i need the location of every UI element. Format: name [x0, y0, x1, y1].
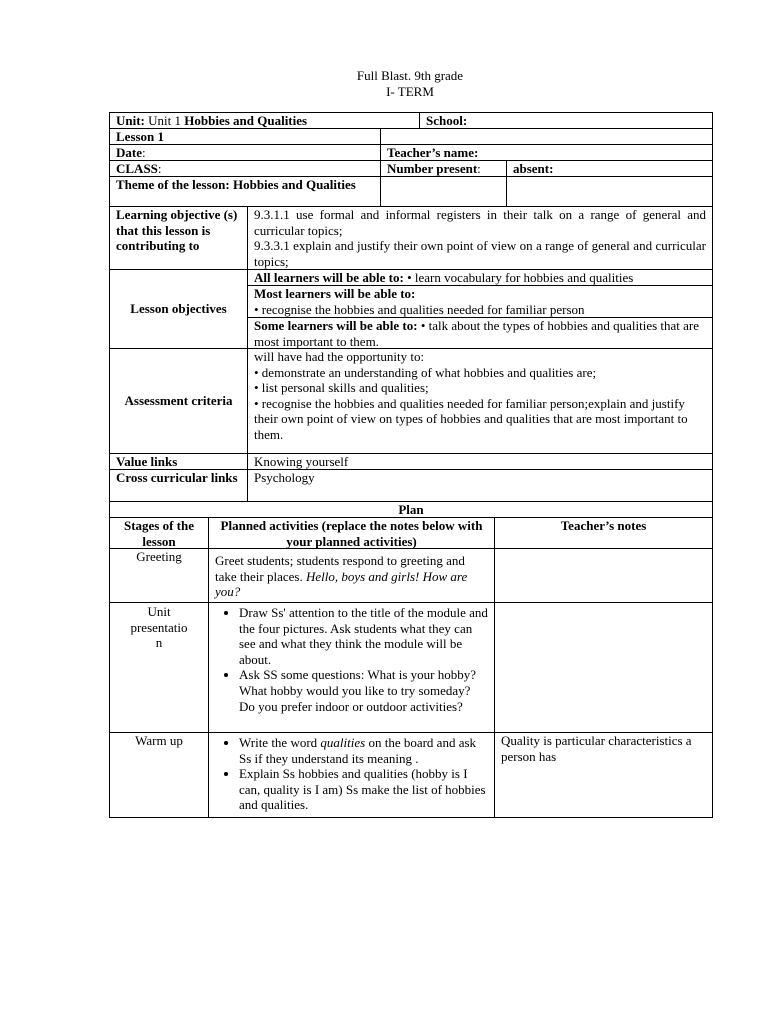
notes-header-cell — [494, 517, 713, 549]
value-links-value-cell — [247, 453, 713, 470]
learning-objective-item: 9.3.1.1 use formal and informal registers in their talk on a range of general and curricular topics; — [254, 207, 706, 238]
learning-objective-item: 9.3.3.1 explain and justify their own point of view on a range of general and curricular topics; — [254, 238, 706, 269]
some-learners-label: Some learners will be able to: — [254, 318, 418, 333]
unit-notes-cell — [494, 602, 713, 733]
header-term: I- TERM — [386, 84, 434, 99]
warmup-notes-cell — [494, 732, 713, 818]
warmup-activity-cell — [208, 732, 495, 818]
greeting-italic: Hello, boys and girls! How are you? — [215, 568, 468, 600]
stages-header: Stages of the lesson — [123, 518, 195, 549]
unit-name: Hobbies and Qualities — [184, 113, 308, 128]
greeting-activity-cell — [208, 548, 495, 603]
lesson-number-cell — [109, 128, 381, 145]
teacher-name-label: Teacher’s name: — [387, 145, 479, 160]
absent-cell — [506, 160, 713, 177]
assessment-label-cell — [109, 348, 248, 454]
assessment-content — [247, 348, 713, 454]
school-label: School: — [426, 113, 468, 128]
school-cell — [419, 112, 713, 129]
warmup-note: Quality is particular characteristics a person has — [501, 733, 692, 764]
greeting-stage: Greeting — [136, 549, 182, 564]
assessment-line: • demonstrate an understanding of what hobbies and qualities are; — [254, 364, 597, 380]
unit-cell — [109, 112, 420, 129]
lesson-objectives-label-cell — [109, 269, 248, 349]
date-label: Date — [116, 145, 142, 160]
document-header — [0, 68, 768, 100]
activities-header-cell — [208, 517, 495, 549]
assessment-line: will have had the opportunity to: — [254, 349, 425, 364]
some-learners-text: • talk about the types of hobbies and qualities that are most important to them. — [254, 318, 700, 349]
greeting-notes-cell — [494, 548, 713, 603]
class-colon: : — [157, 161, 162, 176]
warmup-b1-italic: qualities — [320, 735, 366, 750]
list-item: • Draw Ss' attention to the title of the module and the four pictures. Ask students what they can see and what they think the module will be about. — [239, 605, 488, 667]
lesson-number: Lesson 1 — [116, 129, 165, 144]
value-links-label-cell — [109, 453, 248, 470]
date-colon: : — [142, 145, 146, 160]
warmup-b1-text: Write the word — [239, 735, 321, 750]
warmup-stage-cell — [109, 732, 209, 818]
theme-blank-cell-2 — [506, 176, 713, 207]
date-cell — [109, 144, 381, 161]
most-learners-text: • recognise the hobbies and qualities needed for familiar person — [254, 301, 585, 317]
activities-header: Planned activities (replace the notes below with your planned activities) — [220, 518, 483, 549]
learning-objective-label-cell — [109, 206, 248, 270]
learning-objective-content — [247, 206, 713, 270]
theme-text: Theme of the lesson: Hobbies and Qualities — [116, 177, 356, 192]
assessment-line: • list personal skills and qualities; — [254, 380, 429, 396]
unit-stage-cell — [109, 602, 209, 733]
value-links-value: Knowing yourself — [254, 454, 349, 469]
number-present-cell — [380, 160, 507, 177]
all-learners-text: • learn vocabulary for hobbies and qualities — [403, 270, 634, 285]
greeting-stage-cell — [109, 548, 209, 603]
assessment-line: • recognise the hobbies and qualities needed for familiar person;explain and justify their own point of view on types of hobbies and qualities that are most important to them. — [254, 395, 688, 442]
stages-header-cell — [109, 517, 209, 549]
unit-label: Unit: — [116, 113, 145, 128]
number-present-label: Number present — [387, 161, 478, 176]
unit-activity-cell — [208, 602, 495, 733]
most-learners-cell — [247, 285, 713, 318]
theme-blank-cell-1 — [380, 176, 507, 207]
value-links-label: Value links — [116, 454, 178, 469]
header-course-title: Full Blast. 9th grade — [356, 68, 464, 83]
most-learners-label: Most learners will be able to: — [254, 286, 416, 301]
unit-activity-list — [215, 605, 488, 714]
teacher-name-cell — [380, 144, 713, 161]
list-item: • Explain Ss hobbies and qualities (hobby is I can, quality is I am) Ss make the list of hobbies and qualities. — [239, 766, 488, 813]
some-learners-cell — [247, 317, 713, 349]
warmup-activity-list — [215, 735, 488, 813]
absent-label: absent: — [513, 161, 554, 176]
notes-header: Teacher’s notes — [560, 518, 647, 533]
lesson-objectives-label: Lesson objectives — [130, 301, 227, 317]
class-cell — [109, 160, 381, 177]
warmup-stage: Warm up — [135, 733, 183, 748]
cross-links-label: Cross curricular links — [116, 470, 238, 485]
plan-heading: Plan — [398, 502, 424, 517]
cross-links-value: Psychology — [254, 470, 315, 485]
list-item — [239, 735, 488, 766]
lesson-blank-cell — [380, 128, 713, 145]
all-learners-label: All learners will be able to: — [254, 270, 404, 285]
unit-value: Unit 1 — [148, 113, 182, 128]
cross-links-label-cell — [109, 469, 248, 502]
plan-heading-cell — [109, 501, 713, 518]
class-label: CLASS — [116, 161, 158, 176]
assessment-label: Assessment criteria — [124, 393, 233, 409]
greeting-text: Greet students; students respond to greeting and take their places. — [215, 553, 465, 584]
list-item: • Ask SS some questions: What is your hobby? What hobby would you like to try someday? Do you prefer indoor or outdoor activities? — [239, 667, 488, 714]
unit-stage: Unit presentatio n — [130, 604, 188, 651]
theme-cell — [109, 176, 381, 207]
learning-objective-label: Learning objective (s) that this lesson is contributing to — [116, 207, 238, 254]
number-present-colon: : — [477, 161, 481, 176]
cross-links-value-cell — [247, 469, 713, 502]
warmup-b1-rest: on the board and ask Ss if they understand its meaning . — [239, 735, 477, 766]
all-learners-cell — [247, 269, 713, 286]
